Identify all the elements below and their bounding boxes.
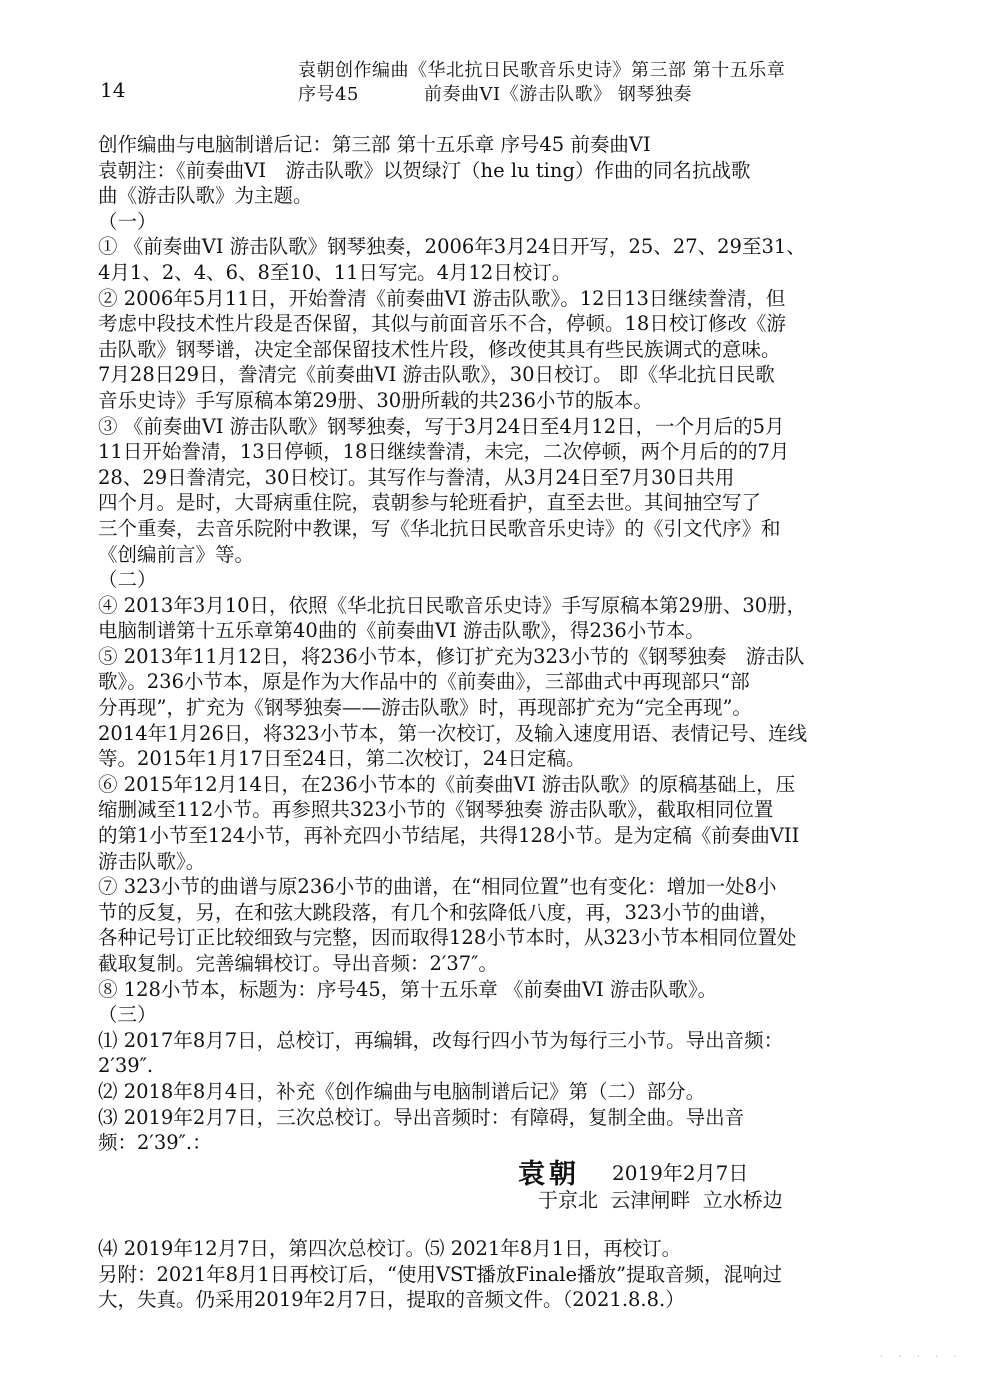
- body-line: 击队歌》钢琴谱，决定全部保留技术性片段，修改使其具有些民族调式的意味。: [98, 337, 781, 361]
- section-heading: （二）: [98, 568, 157, 592]
- body-line: 三个重奏，去音乐院附中教课，写《华北抗日民歌音乐史诗》的《引文代序》和: [98, 516, 781, 540]
- body-line: 电脑制谱第十五乐章第40曲的《前奏曲VI 游击队歌》，得236小节本。: [98, 619, 705, 643]
- body-line: ⑶ 2019年2月7日，三次总校订。导出音频时：有障碍，复制全曲。导出音: [98, 1105, 745, 1129]
- footer-notes: [98, 1236, 888, 1313]
- body-line: 截取复制。完善编辑校订。导出音频：2′37″。: [98, 952, 498, 975]
- body-line: 《创编前言》等。: [98, 542, 255, 566]
- body-line: 考虑中段技术性片段是否保留，其似与前面音乐不合，停顿。18日校订修改《游: [98, 312, 786, 336]
- body-line: ① 《前奏曲VI 游击队歌》钢琴独奏，2006年3月24日开写，25、27、29至31、: [98, 235, 806, 259]
- body-line: 四个月。是时，大哥病重住院，袁朝参与轮班看护，直至去世。其间抽空写了: [98, 491, 762, 515]
- body-line: 等。2015年1月17日至24日，第二次校订，24日定稿。: [98, 747, 586, 771]
- footer-line: 另附：2021年8月1日再校订后，“使用VST播放Finale播放”提取音频，混响过: [98, 1262, 783, 1286]
- body-line: 7月28日29日，誊清完《前奏曲VI 游击队歌》，30日校订。 即《华北抗日民歌: [98, 363, 775, 387]
- page-number: 14: [100, 78, 126, 102]
- body-line: 频：2′39″.：: [98, 1131, 212, 1155]
- header-sequence: 序号45: [298, 84, 359, 105]
- body-line: ⑵ 2018年8月4日，补充《创作编曲与电脑制谱后记》第（二）部分。: [98, 1079, 706, 1103]
- footer-line: 大，失真。仍采用2019年2月7日，提取的音频文件。（2021.8.8.）: [98, 1288, 685, 1312]
- signature-name: 袁朝: [518, 1159, 580, 1190]
- body-line: ④ 2013年3月10日，依照《华北抗日民歌音乐史诗》手写原稿本第29册、30册，: [98, 593, 807, 617]
- body-line: 2014年1月26日，将323小节本，第一次校订，及输入速度用语、表情记号、连线: [98, 721, 808, 745]
- signature-place: 于京北 云津闸畔 立水桥边: [538, 1188, 783, 1212]
- body-line: 11日开始誊清，13日停顿，18日继续誊清，未完，二次停顿，两个月后的的7月: [98, 440, 790, 464]
- body-line: ③ 《前奏曲VI 游击队歌》钢琴独奏，写于3月24日至4月12日，一个月后的5月: [98, 414, 785, 438]
- body-line: 歌》。236小节本，原是作为大作品中的《前奏曲》，三部曲式中再现部只“部: [98, 670, 750, 694]
- body-line: ⑥ 2015年12月14日，在236小节本的《前奏曲VI 游击队歌》的原稿基础上，压: [98, 772, 796, 796]
- body-line: ⑦ 323小节的曲谱与原236小节的曲谱，在“相同位置”也有变化：增加一处8小: [98, 875, 777, 899]
- body-line: 曲《游击队歌》为主题。: [98, 184, 313, 208]
- document-body: [98, 132, 888, 1156]
- body-line: 袁朝注：《前奏曲VI 游击队歌》以贺绿汀（he lu ting）作曲的同名抗战歌: [98, 158, 751, 182]
- body-line: 的第1小节至124小节，再补充四小节结尾，共得128小节。是为定稿《前奏曲VII: [98, 824, 800, 848]
- header-subtitle: 前奏曲VI《游击队歌》 钢琴独奏: [424, 84, 692, 105]
- body-line: 各种记号订正比较细致与完整，因而取得128小节本时，从323小节本相同位置处: [98, 926, 797, 950]
- body-line: 4月1、2、4、6、8至10、11日写完。4月12日校订。: [98, 260, 572, 284]
- body-line: 2′39″.: [98, 1054, 154, 1078]
- scan-edge-dots: · · · · ·: [880, 1352, 963, 1363]
- signature-date: 2019年2月7日: [612, 1161, 749, 1185]
- body-line: 缩删减至112小节。再参照共323小节的《钢琴独奏 游击队歌》，截取相同位置: [98, 798, 774, 822]
- body-line: ⑤ 2013年11月12日，将236小节本，修订扩充为323小节的《钢琴独奏 游击队: [98, 644, 805, 668]
- footer-line: ⑷ 2019年12月7日，第四次总校订。⑸ 2021年8月1日，再校订。: [98, 1237, 682, 1260]
- body-line: 28、29日誊清完，30日校订。其写作与誊清，从3月24日至7月30日共用: [98, 465, 735, 489]
- body-line: 创作编曲与电脑制谱后记：第三部 第十五乐章 序号45 前奏曲VI: [98, 133, 651, 156]
- section-heading: （三）: [98, 1003, 157, 1027]
- body-line: ⑧ 128小节本，标题为：序号45，第十五乐章 《前奏曲VI 游击队歌》。: [98, 977, 718, 1001]
- body-line: ② 2006年5月11日，开始誊清《前奏曲VI 游击队歌》。12日13日继续誊清，但: [98, 286, 786, 310]
- body-line: ⑴ 2017年8月7日，总校订，再编辑，改每行四小节为每行三小节。导出音频：: [98, 1028, 784, 1052]
- body-line: 节的反复，另，在和弦大跳段落，有几个和弦降低八度，再，323小节的曲谱，: [98, 900, 779, 924]
- body-line: 游击队歌》。: [98, 849, 206, 873]
- section-heading: （一）: [98, 209, 157, 233]
- body-line: 分再现”，扩充为《钢琴独奏——游击队歌》时，再现部扩充为“完全再现”。: [98, 696, 752, 720]
- header-title: 袁朝创作编曲《华北抗日民歌音乐史诗》第三部 第十五乐章: [298, 60, 786, 81]
- body-line: 音乐史诗》手写原稿本第29册、30册所载的共236小节的版本。: [98, 388, 653, 412]
